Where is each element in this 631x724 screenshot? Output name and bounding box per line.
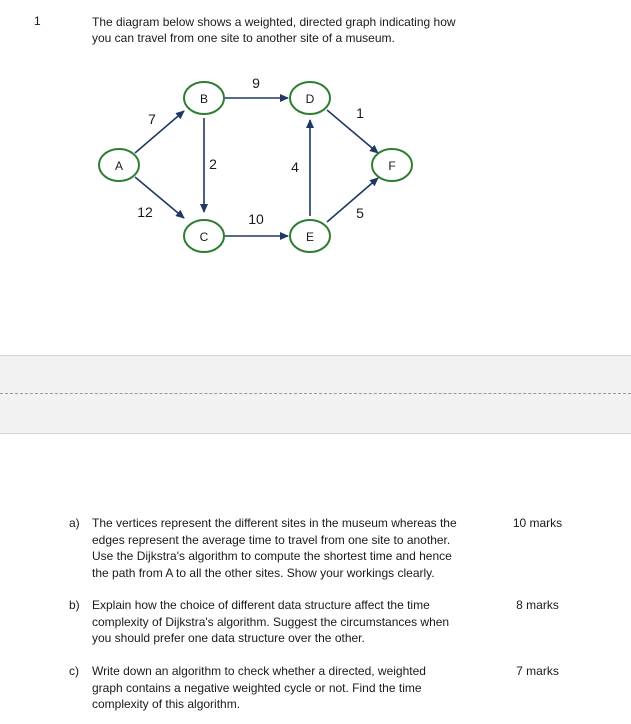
part-b-line-3: you should prefer one data structure over the other. [92,631,365,645]
page-break-dashed-line [0,393,631,394]
node-a-label: A [114,159,124,173]
node-f [372,149,412,181]
part-c-line-1: Write down an algorithm to check whether a directed, weighted [92,664,426,678]
part-b-marks: 8 marks [516,598,559,612]
weighted-directed-graph [0,0,631,260]
part-b-line-1: Explain how the choice of different data structure affect the time [92,598,430,612]
part-c-line-3: complexity of this algorithm. [92,697,241,711]
node-c-label: C [199,230,209,244]
weight-b-d: 9 [252,75,260,91]
edge-e-f [327,178,378,222]
weight-e-d: 4 [291,159,299,175]
part-a-label: a) [69,516,80,530]
weight-e-f: 5 [356,205,364,221]
node-e [290,220,330,252]
node-d [290,82,330,114]
weight-a-b: 7 [148,111,156,127]
part-a-text [92,515,470,581]
node-b-label: B [199,92,209,106]
page-break-band [0,355,631,434]
part-c-marks: 7 marks [516,664,559,678]
node-d-label: D [305,92,315,106]
weight-b-c: 2 [209,156,217,172]
part-b-text [92,597,470,647]
part-a-marks: 10 marks [512,516,563,530]
node-a [99,149,139,181]
edge-a-b [135,111,184,153]
weight-a-c: 12 [137,204,153,220]
part-a-line-3: Use the Dijkstra's algorithm to compute the shortest time and hence [92,549,452,563]
part-c-text [92,663,470,713]
edge-d-f [327,110,378,153]
weight-d-f: 1 [356,105,364,121]
node-f-label: F [388,159,396,173]
intro-line-1: The diagram below shows a weighted, directed graph indicating how [92,15,456,29]
weight-c-e: 10 [248,211,264,227]
part-c-label: c) [69,664,79,678]
part-a-line-4: the path from A to all the other sites. Show your workings clearly. [92,565,435,580]
node-c [184,220,224,252]
part-a-line-1: The vertices represent the different sites in the museum whereas the [92,516,457,530]
part-c-line-2: graph contains a negative weighted cycle or not. Find the time [92,680,422,695]
question-number: 1 [34,14,41,28]
node-b [184,82,224,114]
part-b-line-2: complexity of Dijkstra's algorithm. Suggest the circumstances when [92,614,450,629]
intro-line-2: you can travel from one site to another site of a museum. [92,31,395,45]
part-a-line-2: edges represent the average time to travel from one site to another. [92,532,451,547]
part-b-label: b) [69,598,80,612]
node-e-label: E [305,230,315,244]
